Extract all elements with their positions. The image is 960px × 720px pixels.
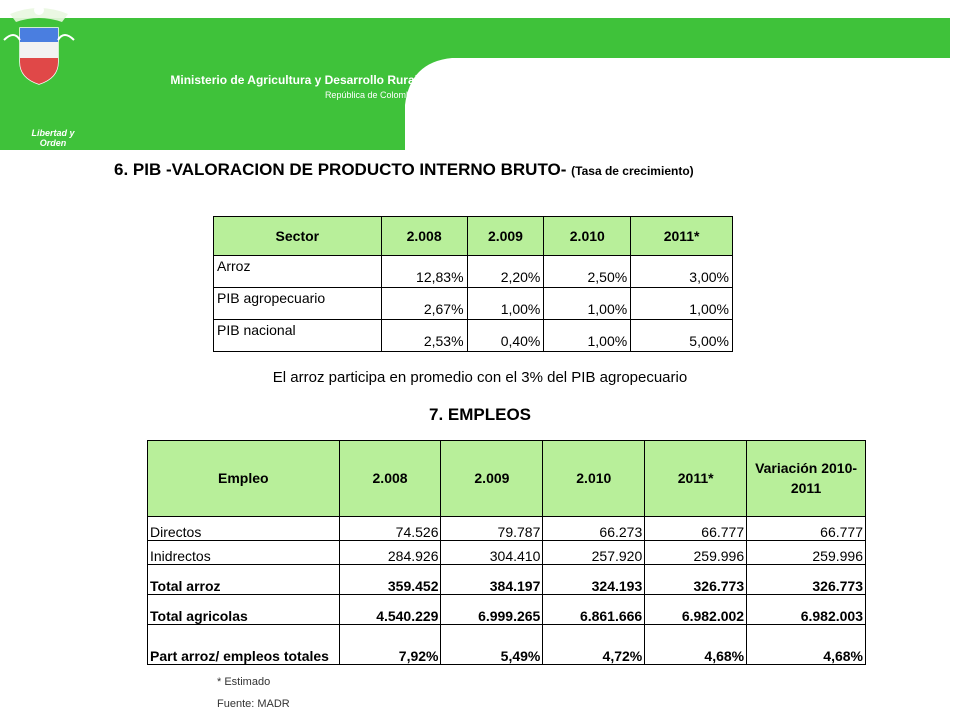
row-label: Total arroz	[148, 565, 340, 595]
cell-value: 5,49%	[441, 625, 543, 665]
country-name: República de Colombia	[324, 90, 418, 100]
cell-value: 1,00%	[467, 288, 544, 320]
table-row	[214, 288, 733, 320]
cell-value: 1,00%	[544, 288, 631, 320]
cell-value: 74.526	[339, 517, 441, 541]
pib-header-2008: 2.008	[381, 217, 467, 256]
table-row	[148, 625, 866, 665]
pib-header-2011: 2011*	[631, 217, 733, 256]
header-band	[0, 0, 960, 160]
cell-value: 284.926	[339, 541, 441, 565]
pib-header-row	[214, 217, 733, 256]
cell-value: 6.861.666	[543, 595, 645, 625]
section6-title-main: 6. PIB -VALORACION DE PRODUCTO INTERNO BRUTO-	[114, 160, 567, 179]
cell-value: 2,67%	[381, 288, 467, 320]
section6-subtitle: (Tasa de crecimiento)	[571, 164, 694, 178]
table-row	[214, 256, 733, 288]
row-label: PIB nacional	[214, 320, 382, 352]
cell-value: 384.197	[441, 565, 543, 595]
emp-header-2009: 2.009	[441, 441, 543, 517]
row-label: Directos	[148, 517, 340, 541]
ministry-block	[118, 73, 418, 100]
cell-value: 66.777	[645, 517, 747, 541]
pib-header-2009: 2.009	[467, 217, 544, 256]
pib-table	[213, 216, 733, 352]
table-row	[148, 541, 866, 565]
table-row	[148, 517, 866, 541]
cell-value: 4,68%	[747, 625, 866, 665]
cell-value: 7,92%	[339, 625, 441, 665]
emp-header-2011: 2011*	[645, 441, 747, 517]
cell-value: 66.273	[543, 517, 645, 541]
footnote-source: Fuente: MADR	[217, 698, 290, 710]
cell-value: 259.996	[747, 541, 866, 565]
cell-value: 2,20%	[467, 256, 544, 288]
cell-value: 324.193	[543, 565, 645, 595]
cell-value: 326.773	[645, 565, 747, 595]
cell-value: 4.540.229	[339, 595, 441, 625]
row-label: Part arroz/ empleos totales	[148, 625, 340, 665]
cell-value: 66.777	[747, 517, 866, 541]
table-row	[214, 320, 733, 352]
cell-value: 257.920	[543, 541, 645, 565]
table-row	[148, 565, 866, 595]
section6-title	[114, 160, 694, 180]
cell-value: 259.996	[645, 541, 747, 565]
cell-value: 0,40%	[467, 320, 544, 352]
table-row	[148, 595, 866, 625]
coat-of-arms-logo	[0, 0, 78, 96]
logo-motto: Libertad y Orden	[31, 128, 75, 148]
cell-value: 4,68%	[645, 625, 747, 665]
emp-header-2010: 2.010	[543, 441, 645, 517]
cell-value: 1,00%	[631, 288, 733, 320]
row-label: Arroz	[214, 256, 382, 288]
cell-value: 4,72%	[543, 625, 645, 665]
section7-title: 7. EMPLEOS	[428, 405, 532, 424]
employment-header-row	[148, 441, 866, 517]
row-label: PIB agropecuario	[214, 288, 382, 320]
emp-header-empleo: Empleo	[148, 441, 340, 517]
cell-value: 326.773	[747, 565, 866, 595]
cell-value: 6.999.265	[441, 595, 543, 625]
emp-header-variation: Variación 2010-2011	[747, 441, 866, 517]
cell-value: 12,83%	[381, 256, 467, 288]
employment-table	[147, 440, 866, 665]
footnote-estimated: * Estimado	[217, 676, 271, 688]
cell-value: 3,00%	[631, 256, 733, 288]
cell-value: 304.410	[441, 541, 543, 565]
pib-header-sector: Sector	[214, 217, 382, 256]
cell-value: 79.787	[441, 517, 543, 541]
row-label: Inidrectos	[148, 541, 340, 565]
cell-value: 359.452	[339, 565, 441, 595]
cell-value: 1,00%	[544, 320, 631, 352]
pib-header-2010: 2.010	[544, 217, 631, 256]
cell-value: 2,50%	[544, 256, 631, 288]
pib-note: El arroz participa en promedio con el 3% del PIB agropecuario	[272, 369, 688, 386]
ministry-name: Ministerio de Agricultura y Desarrollo Rural	[170, 73, 418, 87]
cell-value: 2,53%	[381, 320, 467, 352]
cell-value: 6.982.003	[747, 595, 866, 625]
cell-value: 6.982.002	[645, 595, 747, 625]
cell-value: 5,00%	[631, 320, 733, 352]
row-label: Total agricolas	[148, 595, 340, 625]
emp-header-2008: 2.008	[339, 441, 441, 517]
